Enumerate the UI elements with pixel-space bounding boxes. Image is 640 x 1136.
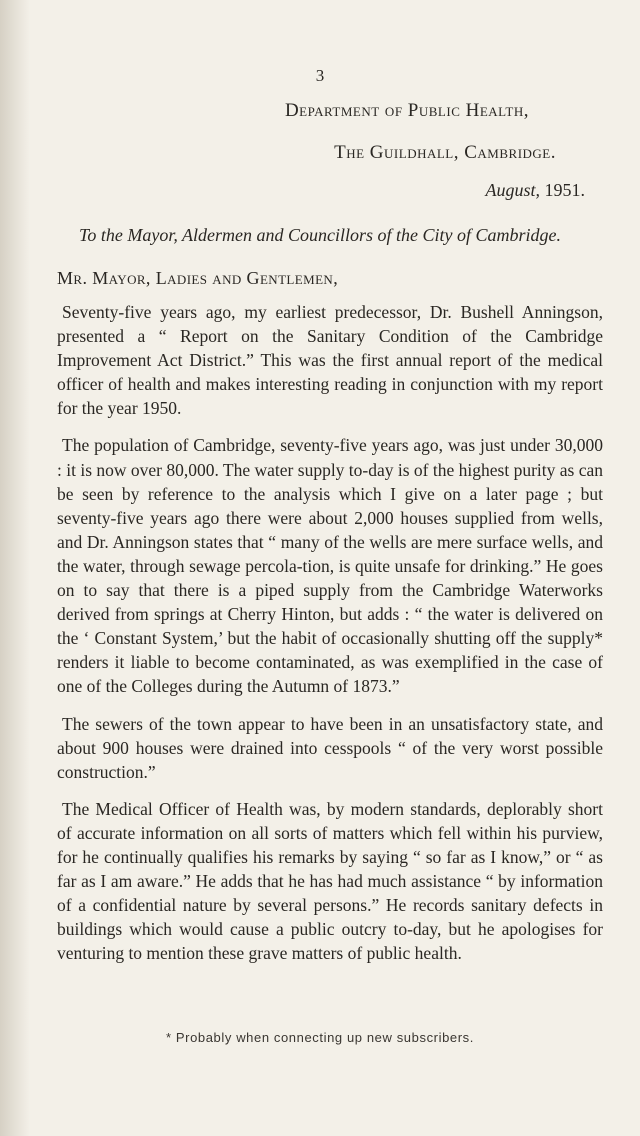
date-month: August, (485, 180, 540, 200)
footnote: * Probably when connecting up new subscribers. (166, 1030, 474, 1045)
paragraph: Seventy-five years ago, my earliest predecessor, Dr. Bushell Anningson, presented a “ Report on the Sanitary Condition of the Cambridge Improvement Act District.” This was the first annual report of the medical officer of health and makes interesting reading in conjunction with my report for the year 1950. (57, 302, 603, 419)
paragraph: The sewers of the town appear to have been in an unsatisfactory state, and about 900 houses were drained into cesspools “ of the very worst possible construction.” (57, 713, 603, 782)
letter-date (485, 180, 585, 201)
letter-body (57, 300, 603, 978)
page-fold-shadow (0, 0, 30, 1136)
department-heading: Department of Public Health, (284, 100, 529, 121)
date-year: 1951. (544, 180, 585, 200)
paragraph: The population of Cambridge, seventy-five years ago, was just under 30,000 : it is now over 80,000. The water supply to-day is of the highest purity as can be seen by reference to the analysis which I give on a later page ; but seventy-five years ago there were about 2,000 houses supplied from wells, and Dr. Anningson states that “ many of the wells are mere surface wells, and the water, through sewage percola-tion, is quite unsafe for drinking.” He goes on to say that there is a piped supply from the Cambridge Waterworks derived from springs at Cherry Hinton, but adds : “ the water is delivered on the ‘ Constant System,’ but the habit of occasionally shutting off the supply* renders it liable to become contaminated, as was exemplified in the case of one of the Colleges during the Autumn of 1873.” (57, 435, 603, 697)
paragraph: The Medical Officer of Health was, by modern standards, deplorably short of accurate information on all sorts of matters which fell within his purview, for he continually qualifies his remarks by saying “ so far as I know,” or “ as far as I am aware.” He adds that he has had much assistance “ by information of a confidential nature by several persons.” He records sanitary defects in buildings which would cause a public outcry to-day, but he apologises for venturing to mention these grave matters of public health. (57, 798, 603, 964)
location-heading: The Guildhall, Cambridge. (334, 142, 556, 163)
salutation: Mr. Mayor, Ladies and Gentlemen, (57, 268, 339, 288)
page-number: 3 (315, 66, 325, 85)
letter-address: To the Mayor, Aldermen and Councillors of the City of Cambridge. (79, 225, 561, 245)
